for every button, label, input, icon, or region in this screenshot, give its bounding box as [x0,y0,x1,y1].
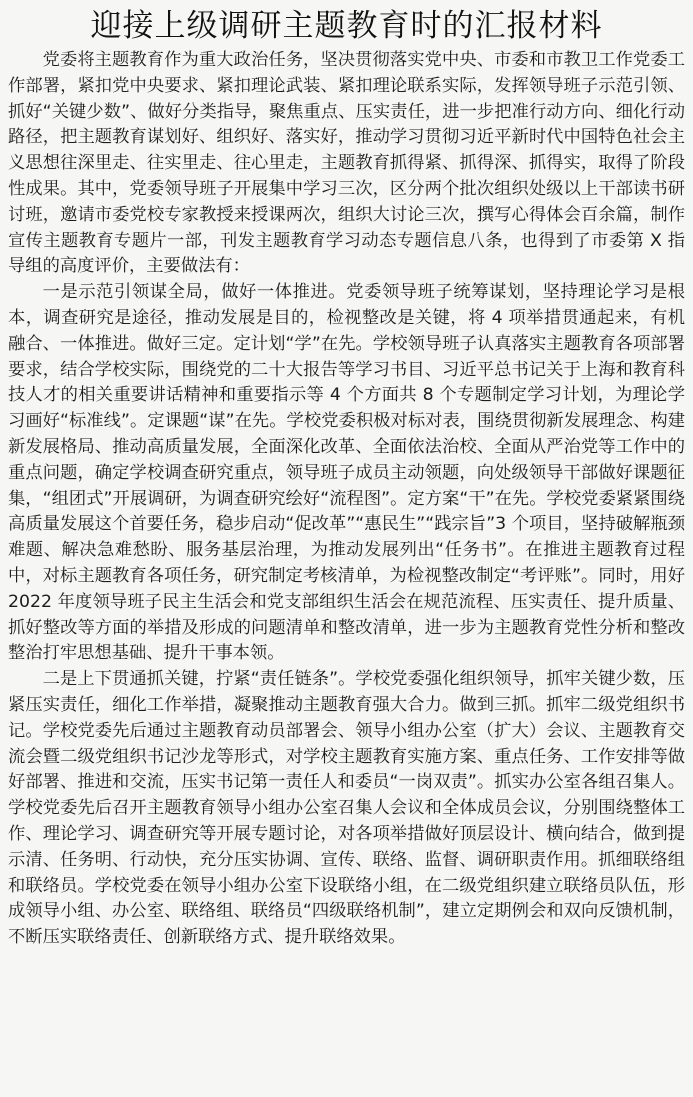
document-title: 迎接上级调研主题教育时的汇报材料 [90,8,603,44]
section-one-paragraph: 一是示范引领谋全局，做好一体推进。党委领导班子统筹谋划，坚持理论学习是根本，调查研究是途径，推动发展是目的，检视整改是关键，将 4 项举措贯通起来，有机融合、一体推进。做好三定。定计划“学”在先。学校领导班子认真落实主题教育各项部署要求，结合学校实际，围绕党的二十大报告等学习书目、习近平总书记关于上海和教育科技人才的相关重要讲话精神和重要指示等 4 个方面共 8 个专题制定学习计划，为理论学习画好“标准线”。定课题“谋”在先。学校党委积极对标对表，围绕贯彻新发展理念、构建新发展格局、推动高质量发展，全面深化改革、全面依法治校、全面从严治党等工作中的重点问题，确定学校调查研究重点，领导班子成员主动领题，向处级领导干部做好课题征集，“组团式”开展调研，为调查研究绘好“流程图”。定方案“干”在先。学校党委紧紧围绕高质量发展这个首要任务，稳步启动“促改革”“惠民生”“践宗旨”3 个项目，坚持破解瓶颈难题、解决急难愁盼、服务基层治理，为推动发展列出“任务书”。在推进主题教育过程中，对标主题教育各项任务，研究制定考核清单，为检视整改制定“考评账”。同时，用好 2022 年度领导班子民主生活会和党支部组织生活会在规范流程、压实责任、提升质量、抓好整改等方面的举措及形成的问题清单和整改清单，进一步为主题教育党性分析和整改整治打牢思想基础、提升干事本领。 [8,282,685,664]
intro-paragraph: 党委将主题教育作为重大政治任务，坚决贯彻落实党中央、市委和市教卫工作党委工作部署，紧扣党中央要求、紧扣理论武装、紧扣理论联系实际，发挥领导班子示范引领、抓好“关键少数”、做好分类指导，聚焦重点、压实责任，进一步把准行动方向、细化行动路径，把主题教育谋划好、组织好、落实好，推动学习贯彻习近平新时代中国特色社会主义思想往深里走、往实里走、往心里走，主题教育抓得紧、抓得深、抓得实，取得了阶段性成果。其中，党委领导班子开展集中学习三次，区分两个批次组织处级以上干部读书研讨班，邀请市委党校专家教授来授课两次，组织大讨论三次，撰写心得体会百余篇，制作宣传主题教育专题片一部，刊发主题教育学习动态专题信息八条，也得到了市委第 X 指导组的高度评价，主要做法有： [8,50,685,277]
section-two-paragraph: 二是上下贯通抓关键，拧紧“责任链条”。学校党委强化组织领导，抓牢关键少数，压紧压实责任，细化工作举措，凝聚推动主题教育强大合力。做到三抓。抓牢二级党组织书记。学校党委先后通过主题教育动员部署会、领导小组办公室（扩大）会议、主题教育交流会暨二级党组织书记沙龙等形式，对学校主题教育实施方案、重点任务、工作安排等做好部署、推进和交流，压实书记第一责任人和委员“一岗双责”。抓实办公室各组召集人。学校党委先后召开主题教育领导小组办公室召集人会议和全体成员会议，分别围绕整体工作、理论学习、调查研究等开展专题讨论，对各项举措做好顶层设计、横向结合，做到提示清、任务明、行动快，充分压实协调、宣传、联络、监督、调研职责作用。抓细联络组和联络员。学校党委在领导小组办公室下设联络小组，在二级党组织建立联络员队伍，形成领导小组、办公室、联络组、联络员“四级联络机制”，建立定期例会和双向反馈机制，不断压实联络责任、创新联络方式、提升联络效果。 [8,669,685,948]
